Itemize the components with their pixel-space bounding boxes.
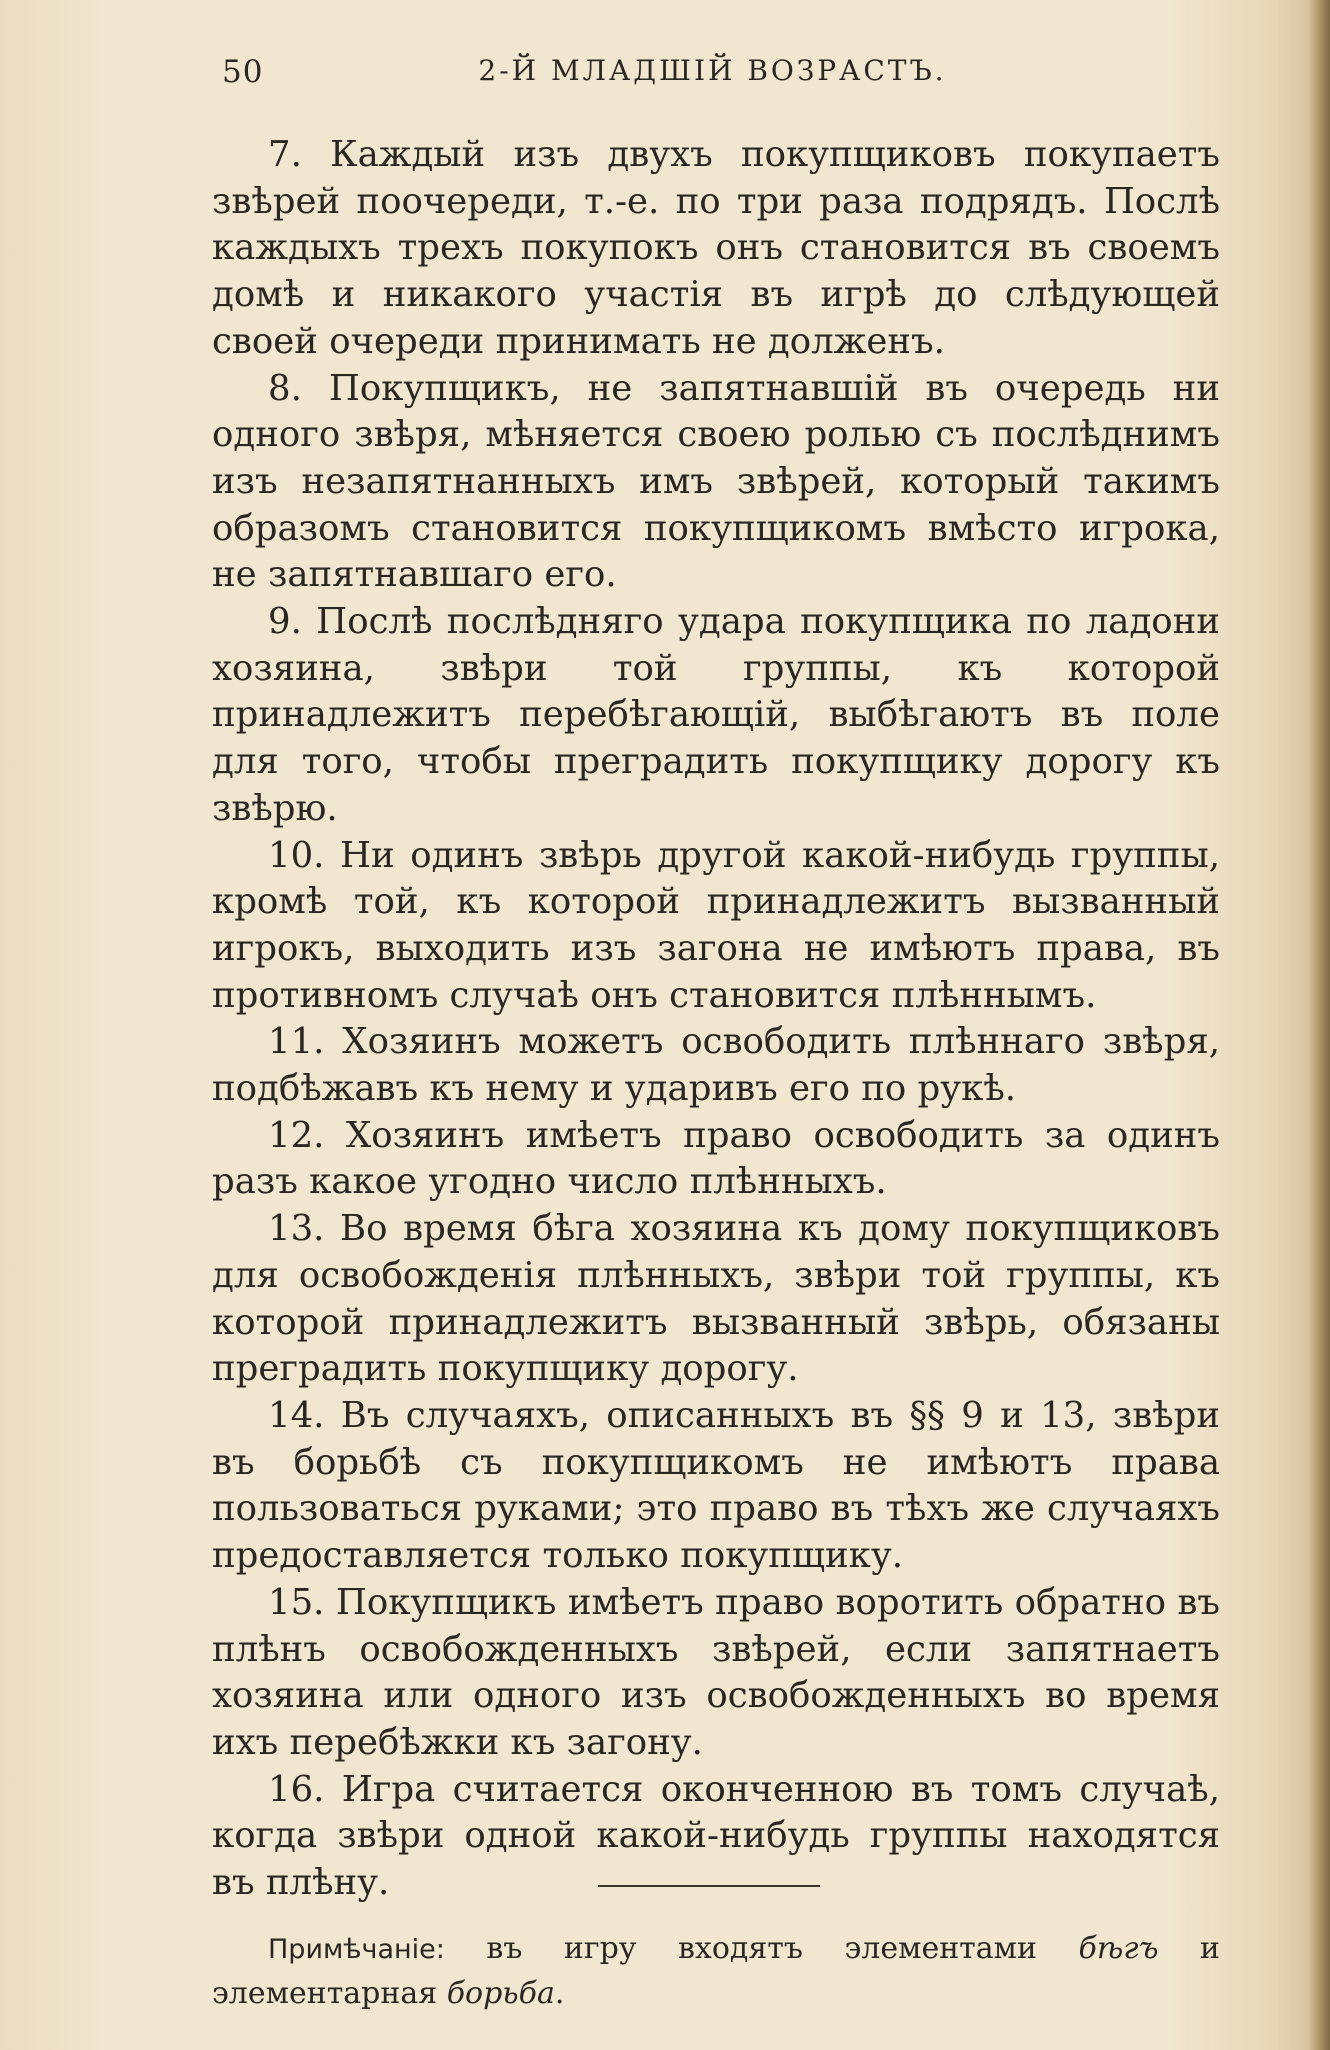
rule-paragraph-15: 15. Покупщикъ имѣетъ право воротить обратно въ плѣнъ освобожденныхъ звѣрей, если запятнаетъ хозяина или одного изъ освобожденныхъ во время ихъ перебѣжки къ загону. [212, 1581, 1220, 1763]
page-spine-shadow [1308, 0, 1330, 2050]
rule-paragraph-10: 10. Ни одинъ звѣрь другой какой-нибудь группы, кромѣ той, къ которой принадлежитъ вызванный игрокъ, выходить изъ загона не имѣютъ права, въ противномъ случаѣ онъ становится плѣннымъ. [212, 834, 1220, 1016]
note-term-run: бѣгъ [1078, 1930, 1159, 1966]
page-header [210, 54, 1215, 94]
note-text-after: . [554, 1975, 565, 2011]
section-end-rule [598, 1885, 820, 1887]
page-number: 50 [222, 54, 264, 90]
rule-paragraph-12: 12. Хозяинъ имѣетъ право освободить за одинъ разъ какое угодно число плѣнныхъ. [212, 1114, 1220, 1203]
note-text-before: въ игру входятъ элементами [444, 1930, 1079, 1966]
rule-paragraph-8: 8. Покупщикъ, не запятнавшій въ очередь ни одного звѣря, мѣняется своею ролью съ послѣднимъ изъ незапятнанныхъ имъ звѣрей, который такимъ образомъ становится покупщикомъ вмѣсто игрока, не запятнавшаго его. [212, 367, 1220, 596]
rule-paragraph-11: 11. Хозяинъ можетъ освободить плѣннаго звѣря, подбѣжавъ къ нему и ударивъ его по рукѣ. [212, 1021, 1220, 1110]
footnote-remark [212, 1927, 1220, 2016]
running-title: 2-Й МЛАДШІЙ ВОЗРАСТЪ. [478, 54, 947, 87]
rule-paragraph-13: 13. Во время бѣга хозяина къ дому покупщиковъ для освобожденія плѣнныхъ, звѣри той группы, къ которой принадлежитъ вызванный звѣрь, обязаны преградить покупщику дорогу. [212, 1208, 1220, 1390]
rule-paragraph-16: 16. Игра считается оконченною въ томъ случаѣ, когда звѣри одной какой-нибудь группы находятся въ плѣну. [212, 1768, 1220, 1904]
note-term-wrestling: борьба [446, 1975, 555, 2011]
rule-paragraph-7: 7. Каждый изъ двухъ покупщиковъ покупаетъ звѣрей поочереди, т.-е. по три раза подрядъ. Послѣ каждыхъ трехъ покупокъ онъ становится въ своемъ домѣ и никакого участія въ игрѣ до слѣдующей своей очереди принимать не долженъ. [212, 134, 1220, 362]
rule-paragraph-14: 14. Въ случаяхъ, описанныхъ въ §§ 9 и 13, звѣри въ борьбѣ съ покупщикомъ не имѣютъ права пользоваться руками; это право въ тѣхъ же случаяхъ предоставляется только покупщику. [212, 1394, 1220, 1577]
text-body [212, 132, 1220, 2016]
note-text-middle: и элементарная [212, 1930, 1221, 2011]
note-label: Примѣчаніе: [268, 1933, 445, 1965]
rule-paragraph-9: 9. Послѣ послѣдняго удара покупщика по ладони хозяина, звѣри той группы, къ которой принадлежитъ перебѣгающій, выбѣгаютъ въ поле для того, чтобы преградить покупщику дорогу къ звѣрю. [212, 601, 1220, 829]
